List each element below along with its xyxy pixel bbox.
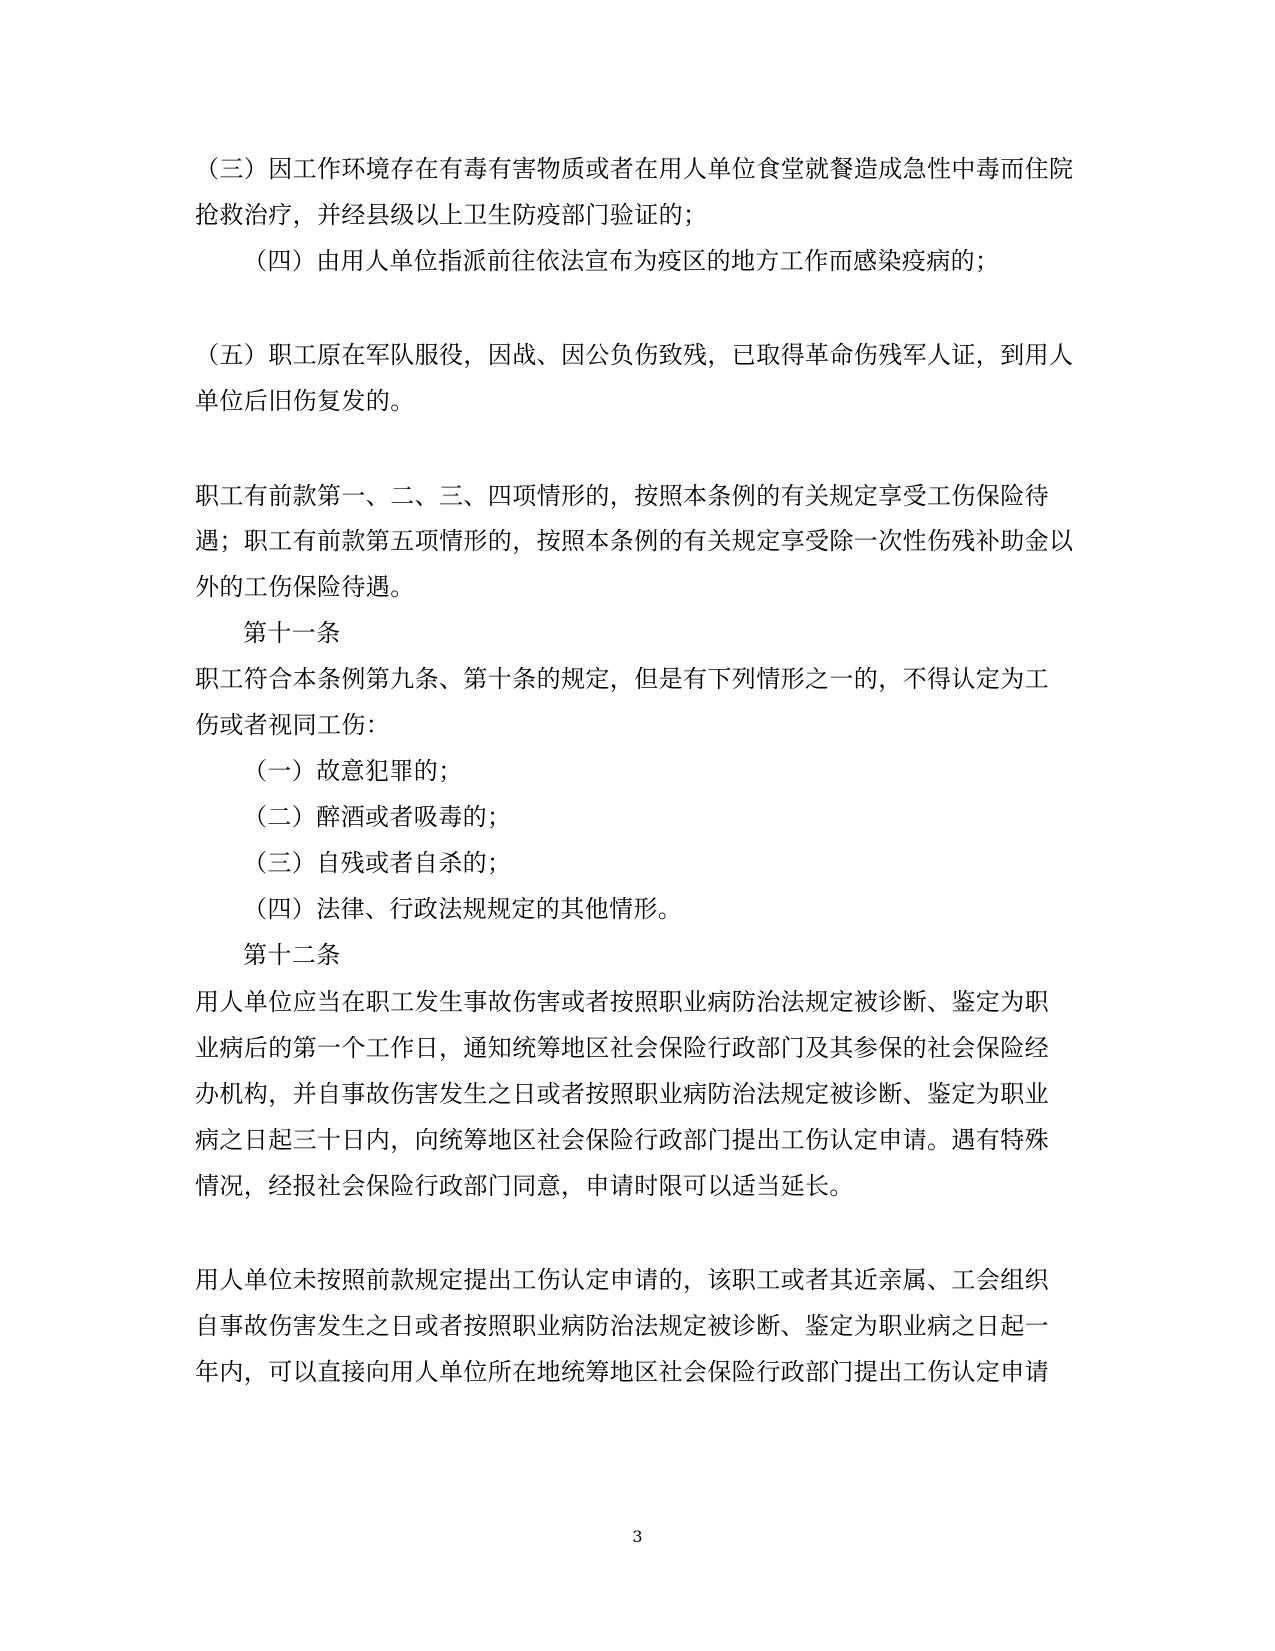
article-heading: 第十二条 <box>243 941 341 969</box>
list-item: （三）自残或者自杀的； <box>243 849 512 877</box>
text-line: 病之日起三十日内，向统筹地区社会保险行政部门提出工伤认定申请。遇有特殊 <box>195 1126 1049 1154</box>
text-line: 年内，可以直接向用人单位所在地统筹地区社会保险行政部门提出工伤认定申请 <box>195 1358 1049 1386</box>
text-line: 职工有前款第一、二、三、四项情形的，按照本条例的有关规定享受工伤保险待 <box>195 482 1049 510</box>
text-line: （三）因工作环境存在有毒有害物质或者在用人单位食堂就餐造成急性中毒而住院 <box>195 155 1074 183</box>
text-line: 情况，经报社会保险行政部门同意，申请时限可以适当延长。 <box>195 1172 854 1200</box>
list-item: （四）法律、行政法规规定的其他情形。 <box>243 895 683 923</box>
text-line: 伤或者视同工伤： <box>195 711 391 739</box>
list-item: （一）故意犯罪的； <box>243 757 463 785</box>
text-line: 外的工伤保险待遇。 <box>195 573 415 601</box>
text-line: 用人单位应当在职工发生事故伤害或者按照职业病防治法规定被诊断、鉴定为职 <box>195 988 1049 1016</box>
text-line: 遇；职工有前款第五项情形的，按照本条例的有关规定享受除一次性伤残补助金以 <box>195 527 1074 555</box>
text-line: 自事故伤害发生之日或者按照职业病防治法规定被诊断、鉴定为职业病之日起一 <box>195 1312 1049 1340</box>
list-item: （二）醉酒或者吸毒的； <box>243 803 512 831</box>
text-line: 单位后旧伤复发的。 <box>195 387 415 415</box>
text-line: （四）由用人单位指派前往依法宣布为疫区的地方工作而感染疫病的； <box>243 247 1000 275</box>
text-line: 业病后的第一个工作日，通知统筹地区社会保险行政部门及其参保的社会保险经 <box>195 1034 1049 1062</box>
text-line: 办机构，并自事故伤害发生之日或者按照职业病防治法规定被诊断、鉴定为职业 <box>195 1080 1049 1108</box>
article-heading: 第十一条 <box>243 619 341 647</box>
page-number: 3 <box>632 1527 643 1546</box>
text-line: 职工符合本条例第九条、第十条的规定，但是有下列情形之一的，不得认定为工 <box>195 665 1049 693</box>
text-line: 用人单位未按照前款规定提出工伤认定申请的，该职工或者其近亲属、工会组织 <box>195 1266 1049 1294</box>
text-line: 抢救治疗，并经县级以上卫生防疫部门验证的； <box>195 201 708 229</box>
text-line: （五）职工原在军队服役，因战、因公负伤致残，已取得革命伤残军人证，到用人 <box>195 341 1074 369</box>
